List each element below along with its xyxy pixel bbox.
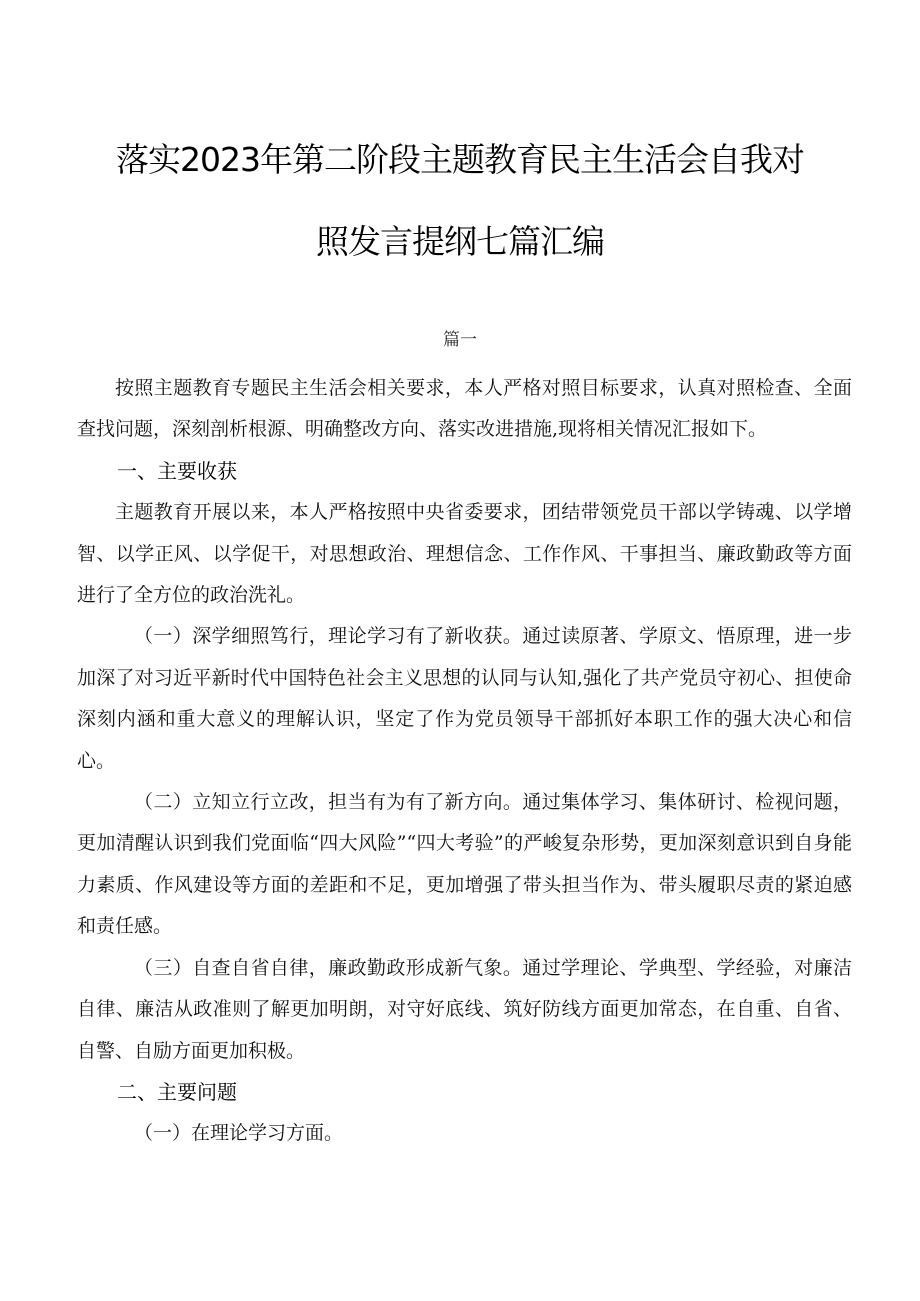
section-heading-main-problems: 二、主要问题 <box>117 1079 237 1104</box>
document-body <box>77 368 852 1155</box>
document-title-line-1: 落实2023年第二阶段主题教育民主生活会自我对 <box>116 140 804 179</box>
section-heading-main-gains: 一、主要收获 <box>117 458 237 483</box>
document-title-line-2: 照发言提纲七篇汇编 <box>316 222 604 261</box>
gain-item-1: （一）深学细照笃行，理论学习有了新收获。通过读原著、学原文、悟原理，进一步加深了对习近平新时代中国特色社会主义思想的认同与认知,强化了共产党员守初心、担使命深刻内涵和重大意义的理解认识，坚定了作为党员领导干部抓好本职工作的强大决心和信心。 <box>77 625 852 772</box>
section-1-intro-paragraph: 主题教育开展以来，本人严格按照中央省委要求，团结带领党员干部以学铸魂、以学增智、以学正风、以学促干，对思想政治、理想信念、工作作风、干事担当、廉政勤政等方面进行了全方位的政治洗礼。 <box>77 501 852 607</box>
chapter-label: 篇一 <box>443 330 477 350</box>
gain-item-3: （三）自查自省自律，廉政勤政形成新气象。通过学理论、学典型、学经验，对廉洁自律、廉洁从政准则了解更加明朗，对守好底线、筑好防线方面更加常态，在自重、自省、自警、自励方面更加积极。 <box>77 956 852 1062</box>
intro-paragraph: 按照主题教育专题民主生活会相关要求，本人严格对照目标要求，认真对照检查、全面查找问题，深刻剖析根源、明确整改方向、落实改进措施,现将相关情况汇报如下。 <box>77 377 852 441</box>
gain-item-2: （二）立知立行立改，担当有为有了新方向。通过集体学习、集体研讨、检视问题，更加清醒认识到我们党面临“四大风险”“四大考验”的严峻复杂形势，更加深刻意识到自身能力素质、作风建设等方面的差距和不足，更加增强了带头担当作为、带头履职尽责的紧迫感和责任感。 <box>77 791 852 938</box>
problem-item-1: （一）在理论学习方面。 <box>134 1122 344 1145</box>
